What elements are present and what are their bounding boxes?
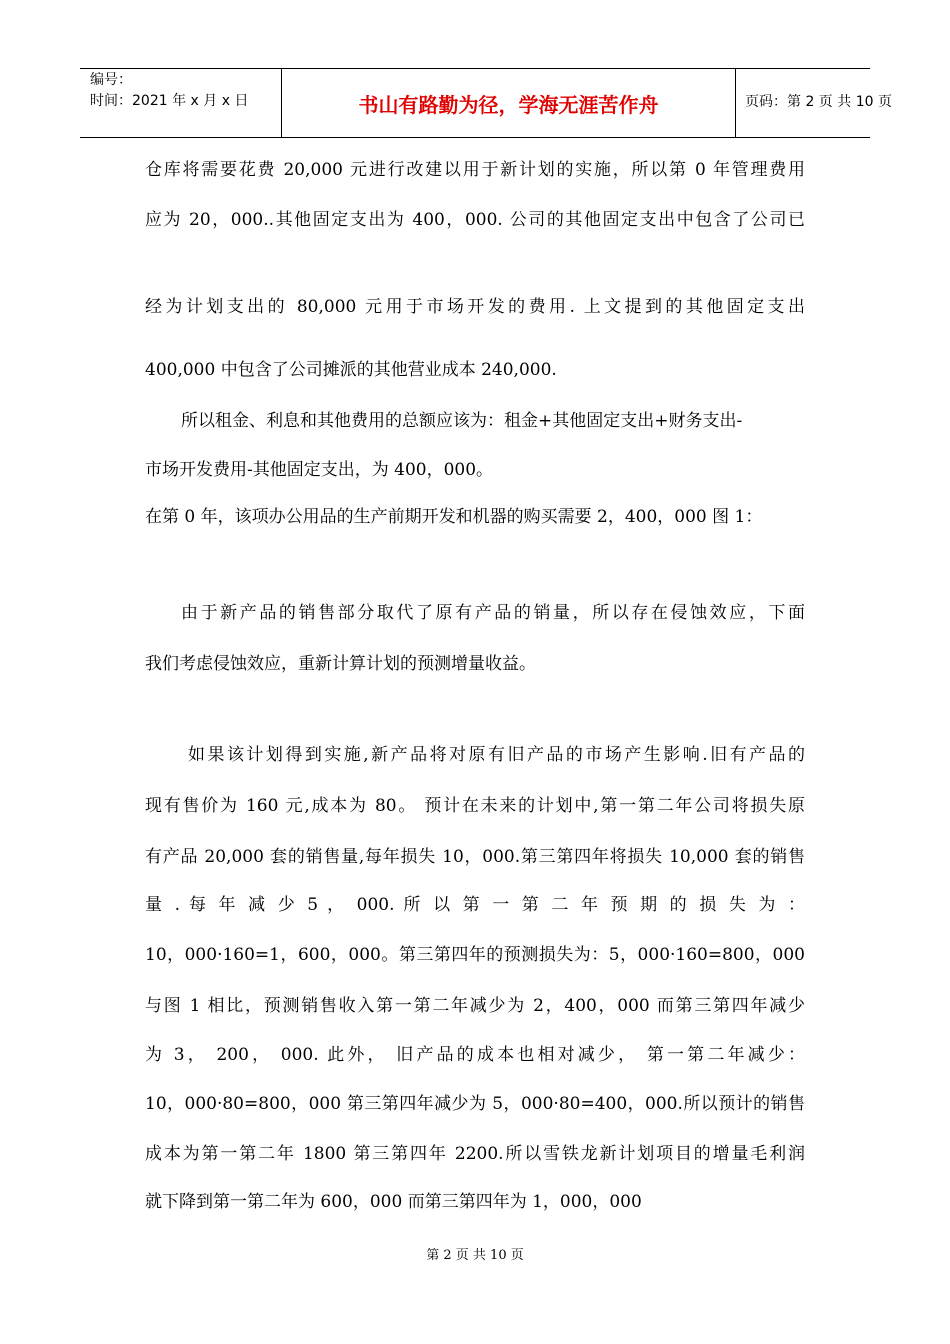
body-line: 10，000·80=800，000 第三第四年减少为 5，000·80=400，000.所以预计的销售 [145,1094,805,1114]
body-line: 仓库将需要花费 20,000 元进行改建以用于新计划的实施，所以第 0 年管理费用 [145,160,805,180]
body-line: 应为 20，000..其他固定支出为 400，000. 公司的其他固定支出中包含了公司已 [145,210,805,230]
doc-number-label: 编号： [90,72,132,88]
body-line: 成本为第一第二年 1800 第三第四年 2200.所以雪铁龙新计划项目的增量毛利润 [145,1144,805,1164]
body-line: 市场开发费用-其他固定支出，为 400，000。 [145,460,494,480]
body-line: 为 3， 200， 000. 此外， 旧产品的成本也相对减少， 第一第二年减少： [145,1045,805,1065]
header-motto-cell [281,69,736,137]
header-page-code: 页码：第 2 页 共 10 页 [745,94,892,110]
body-line: 在第 0 年，该项办公用品的生产前期开发和机器的购买需要 2，400，000 图 1： [145,507,763,527]
header-info-cell [80,69,281,137]
body-line: 与图 1 相比，预测销售收入第一第二年减少为 2，400，000 而第三第四年减少 [145,996,805,1016]
body-line: 现有售价为 160 元,成本为 80。 预计在未来的计划中,第一第二年公司将损失原 [145,796,805,816]
body-line: 就下降到第一第二年为 600，000 而第三第四年为 1，000，000 [145,1192,642,1212]
page-footer: 第 2 页 共 10 页 [426,1248,524,1263]
body-line: 有产品 20,000 套的销售量,每年损失 10，000.第三第四年将损失 10,000 套的销售 [145,847,805,867]
body-line: 量 . 每 年 减 少 5 ， 000. 所 以 第 一 第 二 年 预 期 的 损 失 为 ： [145,895,805,915]
body-line: 400,000 中包含了公司摊派的其他营业成本 240,000. [145,360,557,380]
body-line: 所以租金、利息和其他费用的总额应该为：租金+其他固定支出+财务支出- [181,411,743,431]
body-line: 我们考虑侵蚀效应，重新计算计划的预测增量收益。 [145,654,536,674]
body-line: 如果该计划得到实施,新产品将对原有旧产品的市场产生影响.旧有产品的 [188,745,805,765]
body-line: 由于新产品的销售部分取代了原有产品的销量，所以存在侵蚀效应，下面 [181,603,805,623]
motto-text: 书山有路勤为径，学海无涯苦作舟 [358,93,659,117]
body-line: 经为计划支出的 80,000 元用于市场开发的费用. 上文提到的其他固定支出 [145,297,805,317]
header-page-cell [735,69,892,137]
body-line: 10，000·160=1，600，000。第三第四年的预测损失为：5，000·160=800，000 [145,945,805,965]
doc-date-label: 时间：2021 年 x 月 x 日 [90,93,249,109]
document-header [80,68,892,138]
